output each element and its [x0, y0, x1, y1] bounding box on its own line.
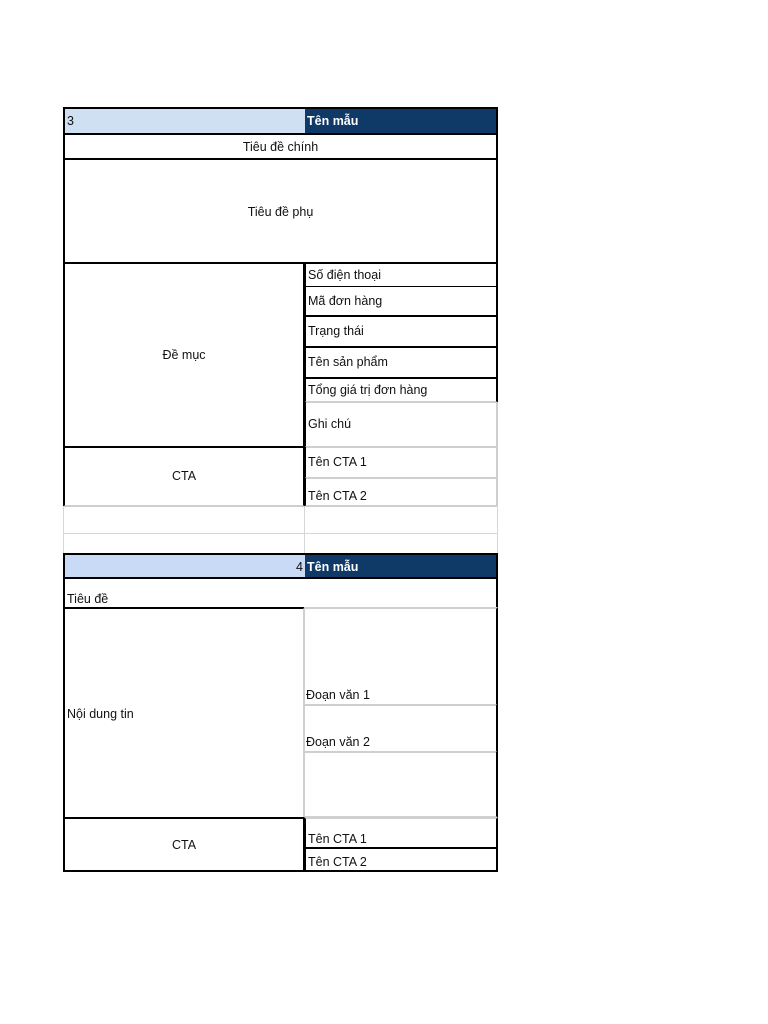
field-note-cell[interactable]: [304, 402, 498, 448]
section-label: Đề mục: [162, 348, 206, 362]
empty-paragraph-cell[interactable]: [304, 752, 498, 818]
cta-1: Tên CTA 1: [308, 832, 367, 846]
paragraph-1: Đoạn văn 1: [306, 688, 370, 702]
cta-2: Tên CTA 2: [308, 489, 367, 503]
field-product-name: Tên sản phẩm: [308, 355, 388, 369]
field-product-name-cell[interactable]: [304, 347, 498, 379]
template-number-cell[interactable]: [63, 553, 305, 578]
cta-2-cell[interactable]: [304, 478, 498, 507]
section-label-cell[interactable]: [63, 262, 305, 448]
paragraph-2: Đoạn văn 2: [306, 735, 370, 749]
sub-title: Tiêu đề phụ: [247, 204, 314, 219]
field-order-code-cell[interactable]: [304, 286, 498, 317]
empty-row-cell[interactable]: [304, 506, 498, 534]
cta-1-cell[interactable]: [304, 817, 498, 849]
template-name-header-cell[interactable]: [305, 107, 498, 133]
empty-row-cell[interactable]: [63, 533, 305, 553]
template-number: 3: [67, 114, 74, 128]
title-cell[interactable]: [63, 577, 498, 608]
template-name-header-cell[interactable]: [305, 553, 498, 578]
paragraph-1-cell[interactable]: [304, 607, 498, 706]
empty-row-cell[interactable]: [304, 533, 498, 553]
content-label: Nội dung tin: [67, 706, 134, 721]
empty-row-cell[interactable]: [63, 506, 305, 534]
cta-1-cell[interactable]: [304, 447, 498, 479]
main-title: Tiêu đề chính: [242, 140, 319, 154]
cta-2: Tên CTA 2: [308, 855, 367, 869]
field-status-cell[interactable]: [304, 316, 498, 348]
paragraph-2-cell[interactable]: [304, 705, 498, 753]
cta-label: CTA: [171, 837, 197, 852]
field-order-code: Mã đơn hàng: [308, 293, 383, 308]
template-name-header: Tên mẫu: [307, 559, 359, 574]
template-number-cell[interactable]: [63, 107, 305, 133]
content-label-cell[interactable]: [63, 607, 305, 818]
template-name-header: Tên mẫu: [307, 114, 359, 128]
cta-label-cell[interactable]: [63, 817, 305, 872]
cta-label-cell[interactable]: [63, 447, 305, 507]
main-title-cell[interactable]: [63, 133, 498, 159]
field-phone: Số điện thoại: [308, 268, 381, 282]
field-status: Trạng thái: [308, 324, 364, 338]
cta-1: Tên CTA 1: [308, 455, 367, 469]
cta-2-cell[interactable]: [304, 848, 498, 872]
field-note: Ghi chú: [308, 417, 352, 431]
field-order-total: Tổng giá trị đơn hàng: [308, 382, 428, 397]
cta-label: CTA: [171, 469, 197, 483]
field-phone-cell[interactable]: [304, 262, 498, 287]
sub-title-cell[interactable]: [63, 158, 498, 263]
template-number: 4: [296, 559, 303, 574]
field-order-total-cell[interactable]: [304, 378, 498, 403]
title: Tiêu đề: [67, 592, 109, 606]
